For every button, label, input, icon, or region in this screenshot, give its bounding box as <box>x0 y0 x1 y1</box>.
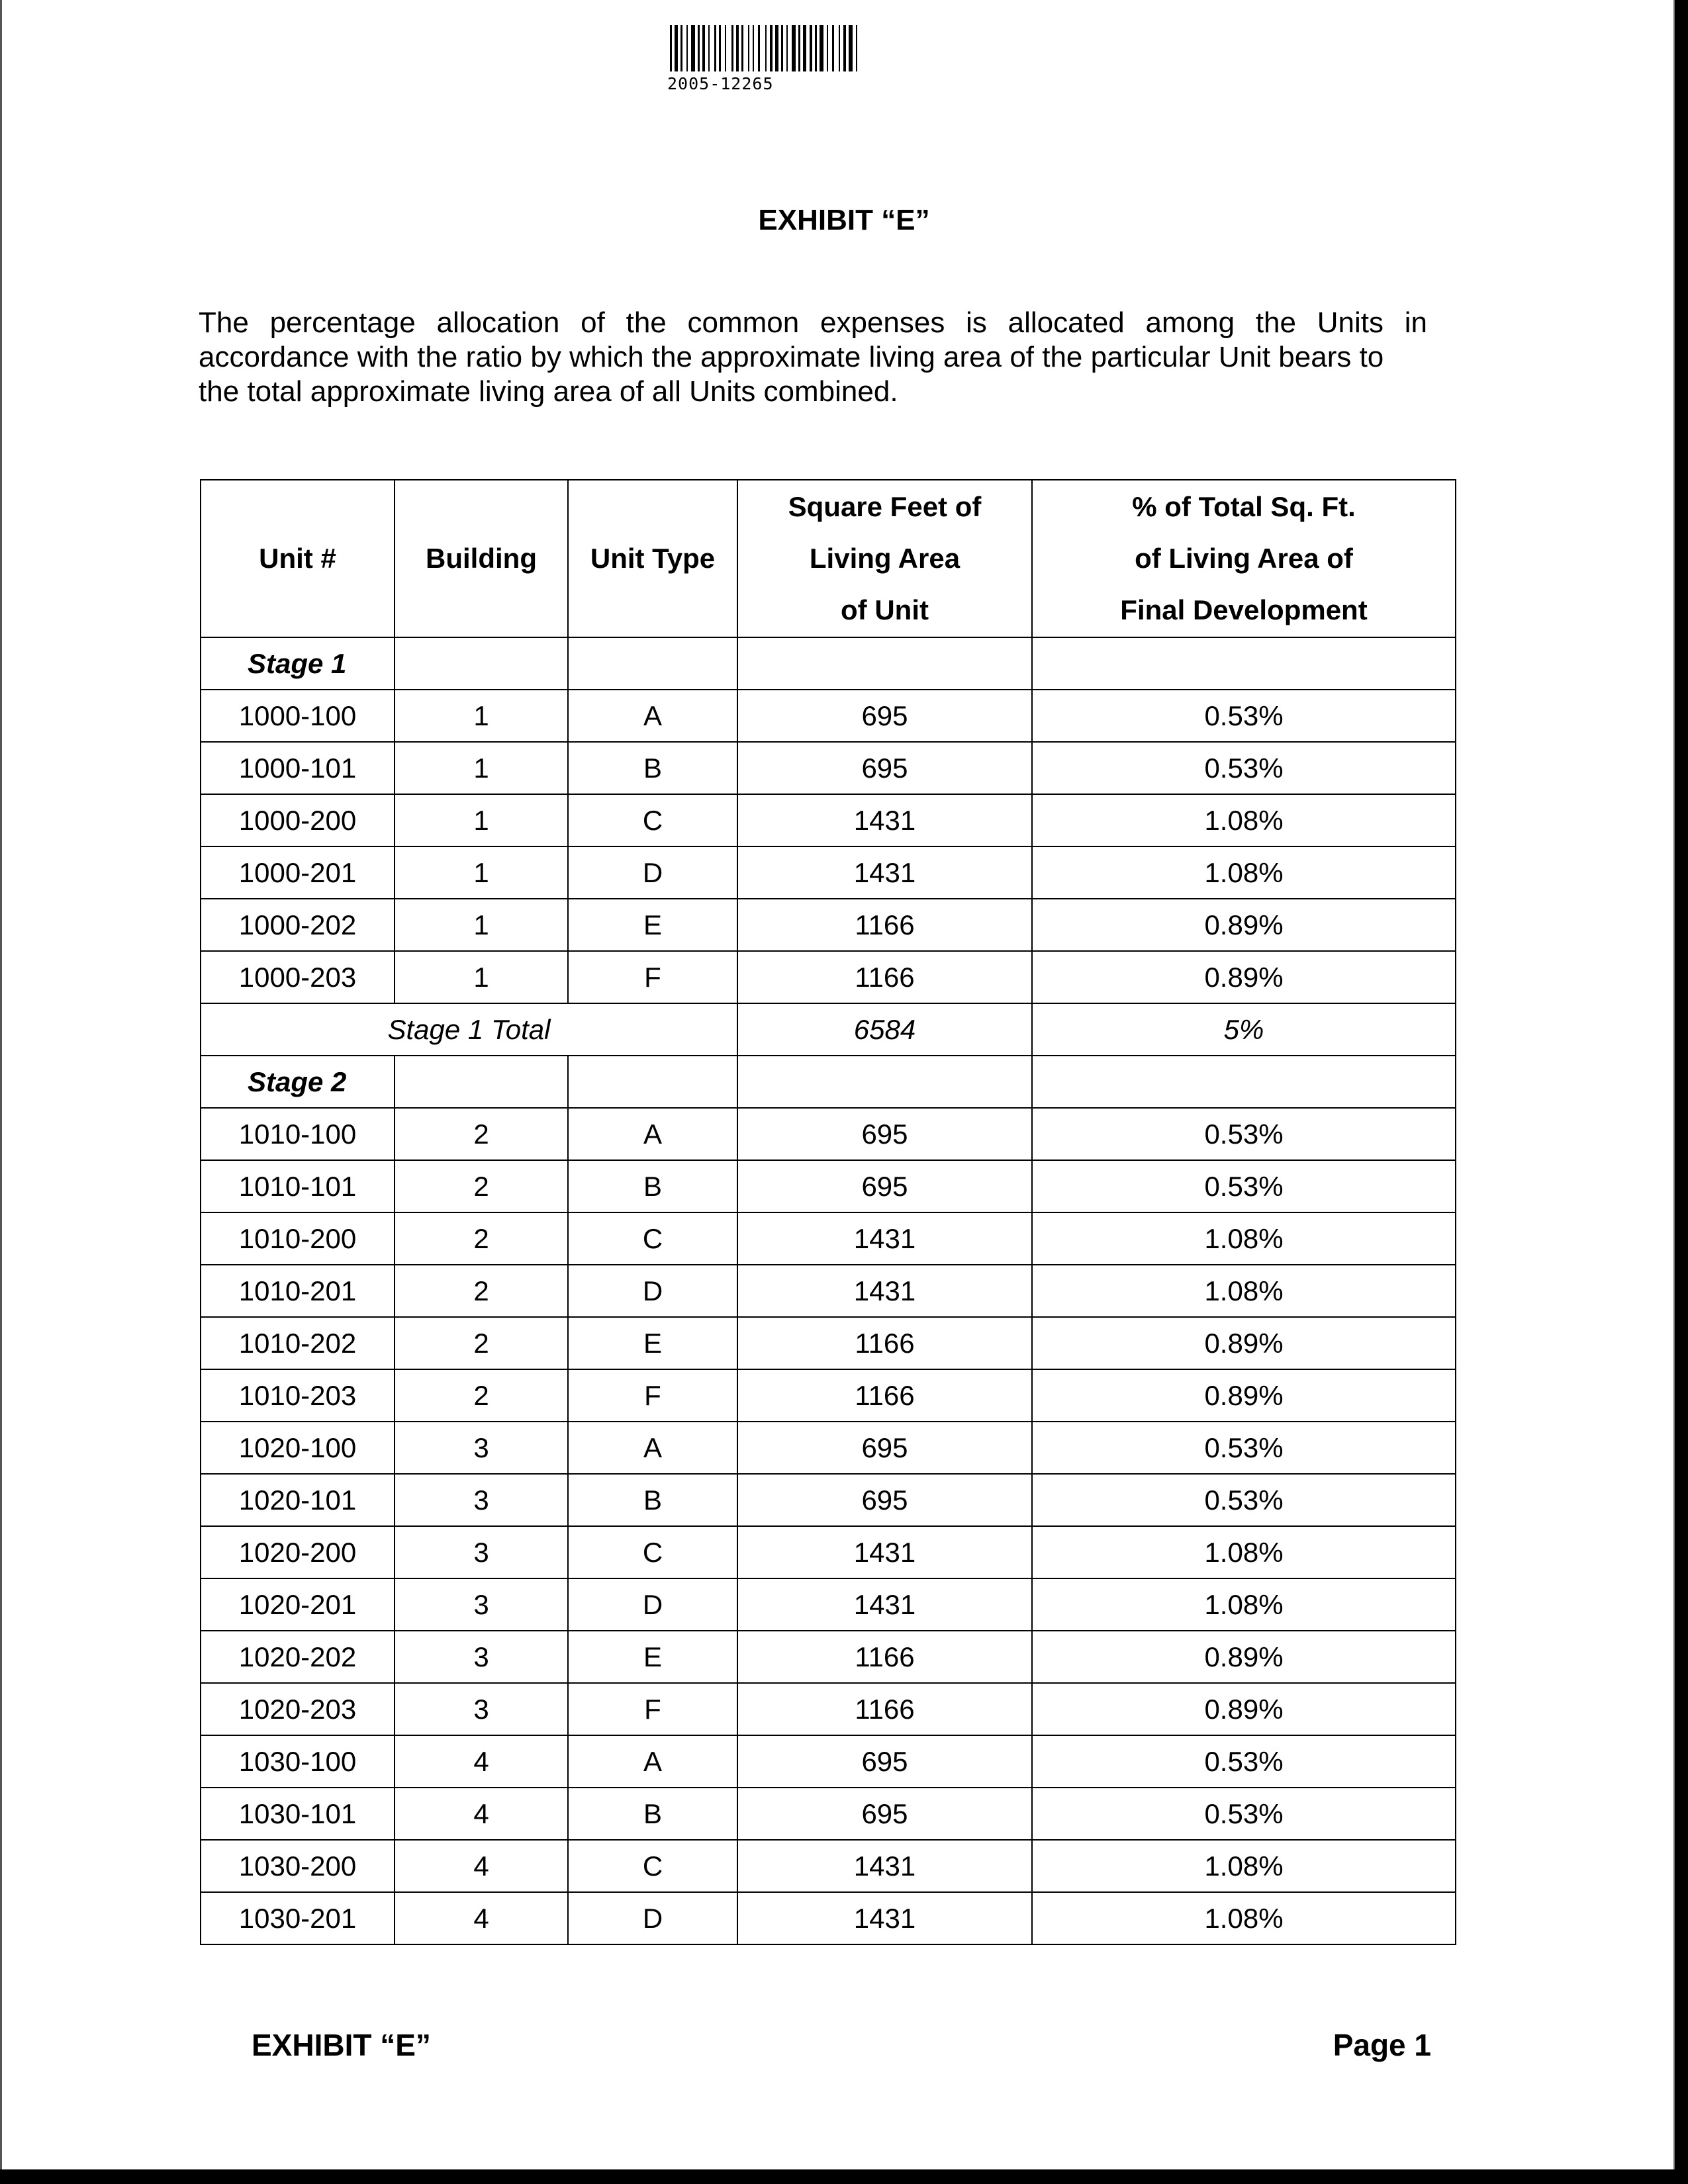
unit-cell: 1020-203 <box>201 1683 395 1735</box>
percent-cell: 1.08% <box>1032 1526 1456 1578</box>
intro-line-3: the total approximate living area of all Units combined. <box>199 375 898 408</box>
percent-cell: 0.53% <box>1032 690 1456 742</box>
unit-cell: 1030-101 <box>201 1788 395 1840</box>
barcode-bar <box>736 25 739 71</box>
barcode-bar <box>708 25 710 71</box>
building-cell: 3 <box>395 1422 568 1474</box>
sqft-cell: 695 <box>737 1788 1032 1840</box>
building-cell: 1 <box>395 846 568 899</box>
table-row <box>201 1369 1456 1422</box>
header-building: Building <box>395 480 568 637</box>
barcode-bar <box>803 25 806 71</box>
table-row <box>201 1422 1456 1474</box>
page-title: EXHIBIT “E” <box>758 204 930 236</box>
barcode-bar <box>849 25 853 71</box>
table-row <box>201 951 1456 1003</box>
empty-cell <box>395 1056 568 1108</box>
percent-cell: 0.89% <box>1032 1683 1456 1735</box>
percent-cell: 0.53% <box>1032 1108 1456 1160</box>
barcode-bar <box>731 25 733 71</box>
unit-cell: 1010-200 <box>201 1212 395 1265</box>
building-cell: 3 <box>395 1474 568 1526</box>
barcode-bar <box>786 25 788 71</box>
barcode-bar <box>698 25 700 71</box>
building-cell: 1 <box>395 742 568 794</box>
sqft-cell: 695 <box>737 1422 1032 1474</box>
building-cell: 2 <box>395 1160 568 1212</box>
scan-edge-left <box>0 0 2 2184</box>
empty-cell <box>395 637 568 690</box>
sqft-cell: 1431 <box>737 1265 1032 1317</box>
unit-cell: 1020-202 <box>201 1631 395 1683</box>
header-pct-line-2: of Living Area of <box>1135 543 1353 574</box>
table-row <box>201 690 1456 742</box>
empty-cell <box>568 1056 737 1108</box>
barcode-bar <box>832 25 834 71</box>
table-row <box>201 1108 1456 1160</box>
barcode-bar <box>792 25 796 71</box>
sqft-cell: 1166 <box>737 899 1032 951</box>
sqft-cell: 1166 <box>737 1369 1032 1422</box>
header-sqft-line-3: of Unit <box>841 594 929 625</box>
percent-cell: 0.53% <box>1032 1788 1456 1840</box>
barcode-bar <box>839 25 840 71</box>
stage-total-label: Stage 1 Total <box>201 1003 737 1056</box>
empty-cell <box>737 1056 1032 1108</box>
unit-type-cell: B <box>568 1474 737 1526</box>
scan-edge-bottom <box>0 2169 1688 2184</box>
building-cell: 3 <box>395 1631 568 1683</box>
stage-total-sqft: 6584 <box>737 1003 1032 1056</box>
building-cell: 3 <box>395 1526 568 1578</box>
header-unit-type: Unit Type <box>568 480 737 637</box>
unit-type-cell: C <box>568 1212 737 1265</box>
barcode-bar <box>702 25 705 71</box>
barcode-bar <box>815 25 817 71</box>
building-cell: 4 <box>395 1892 568 1944</box>
unit-type-cell: E <box>568 1317 737 1369</box>
table-row <box>201 742 1456 794</box>
unit-type-cell: A <box>568 1108 737 1160</box>
percent-cell: 0.53% <box>1032 1735 1456 1788</box>
sqft-cell: 695 <box>737 1735 1032 1788</box>
barcode-bar <box>675 25 678 71</box>
unit-cell: 1000-200 <box>201 794 395 846</box>
table-row <box>201 1631 1456 1683</box>
sqft-cell: 695 <box>737 1108 1032 1160</box>
table-row <box>201 899 1456 951</box>
header-unit: Unit # <box>201 480 395 637</box>
unit-cell: 1020-100 <box>201 1422 395 1474</box>
table-row <box>201 1160 1456 1212</box>
building-cell: 1 <box>395 899 568 951</box>
barcode-bar <box>686 25 688 71</box>
table-row <box>201 1735 1456 1788</box>
table-row <box>201 1683 1456 1735</box>
table-row <box>201 1840 1456 1892</box>
table-row <box>201 1892 1456 1944</box>
sqft-cell: 1431 <box>737 846 1032 899</box>
building-cell: 4 <box>395 1840 568 1892</box>
unit-type-cell: D <box>568 1892 737 1944</box>
unit-cell: 1020-201 <box>201 1578 395 1631</box>
table-row <box>201 1474 1456 1526</box>
allocation-table <box>200 479 1456 1945</box>
unit-type-cell: B <box>568 1788 737 1840</box>
stage-total-row <box>201 1003 1456 1056</box>
unit-cell: 1010-203 <box>201 1369 395 1422</box>
sqft-cell: 1166 <box>737 951 1032 1003</box>
unit-type-cell: D <box>568 1578 737 1631</box>
unit-type-cell: F <box>568 1369 737 1422</box>
sqft-cell: 1166 <box>737 1317 1032 1369</box>
unit-cell: 1000-100 <box>201 690 395 742</box>
header-square-feet <box>737 480 1032 637</box>
header-sqft-line-1: Square Feet of <box>788 491 982 522</box>
table-row <box>201 846 1456 899</box>
barcode-bar <box>680 25 682 71</box>
percent-cell: 1.08% <box>1032 1212 1456 1265</box>
barcode-bar <box>810 25 812 71</box>
barcode-bar <box>719 25 721 71</box>
unit-type-cell: B <box>568 1160 737 1212</box>
barcode-bar <box>775 25 778 71</box>
table-row <box>201 1265 1456 1317</box>
percent-cell: 1.08% <box>1032 846 1456 899</box>
percent-cell: 1.08% <box>1032 1892 1456 1944</box>
barcode-number: 2005-12265 <box>667 74 774 93</box>
unit-cell: 1000-201 <box>201 846 395 899</box>
stage-label: Stage 2 <box>201 1056 395 1108</box>
percent-cell: 1.08% <box>1032 794 1456 846</box>
building-cell: 2 <box>395 1212 568 1265</box>
unit-type-cell: B <box>568 742 737 794</box>
barcode-bar <box>856 25 857 71</box>
unit-type-cell: C <box>568 1526 737 1578</box>
building-cell: 2 <box>395 1108 568 1160</box>
barcode-bar <box>758 25 760 71</box>
building-cell: 1 <box>395 690 568 742</box>
sqft-cell: 1166 <box>737 1683 1032 1735</box>
table-row <box>201 1317 1456 1369</box>
unit-cell: 1030-100 <box>201 1735 395 1788</box>
building-cell: 2 <box>395 1317 568 1369</box>
percent-cell: 0.89% <box>1032 899 1456 951</box>
building-cell: 4 <box>395 1788 568 1840</box>
barcode-bar <box>770 25 773 71</box>
empty-cell <box>1032 1056 1456 1108</box>
percent-cell: 1.08% <box>1032 1840 1456 1892</box>
unit-type-cell: C <box>568 1840 737 1892</box>
building-cell: 1 <box>395 951 568 1003</box>
unit-cell: 1010-101 <box>201 1160 395 1212</box>
sqft-cell: 695 <box>737 1474 1032 1526</box>
stage-total-percent: 5% <box>1032 1003 1456 1056</box>
percent-cell: 0.53% <box>1032 742 1456 794</box>
intro-line-2: accordance with the ratio by which the approximate living area of the particular Unit bears to <box>199 341 1384 373</box>
header-pct-line-1: % of Total Sq. Ft. <box>1132 491 1356 522</box>
building-cell: 3 <box>395 1578 568 1631</box>
unit-type-cell: A <box>568 1735 737 1788</box>
empty-cell <box>1032 637 1456 690</box>
barcode-bar <box>753 25 754 71</box>
empty-cell <box>737 637 1032 690</box>
sqft-cell: 695 <box>737 690 1032 742</box>
percent-cell: 0.53% <box>1032 1422 1456 1474</box>
unit-cell: 1030-200 <box>201 1840 395 1892</box>
unit-type-cell: A <box>568 690 737 742</box>
barcode-bar <box>781 25 783 71</box>
sqft-cell: 1431 <box>737 1840 1032 1892</box>
unit-cell: 1000-202 <box>201 899 395 951</box>
table-header-row <box>201 480 1456 637</box>
unit-cell: 1010-202 <box>201 1317 395 1369</box>
intro-paragraph <box>199 306 1427 409</box>
table-row <box>201 1788 1456 1840</box>
building-cell: 2 <box>395 1369 568 1422</box>
header-pct-line-3: Final Development <box>1120 594 1368 625</box>
barcode-bar <box>741 25 743 71</box>
sqft-cell: 1431 <box>737 1892 1032 1944</box>
intro-line-1: The percentage allocation of the common expenses is allocated among the Units in <box>199 306 1427 339</box>
sqft-cell: 1431 <box>737 1526 1032 1578</box>
building-cell: 2 <box>395 1265 568 1317</box>
percent-cell: 1.08% <box>1032 1265 1456 1317</box>
unit-cell: 1010-100 <box>201 1108 395 1160</box>
unit-type-cell: E <box>568 1631 737 1683</box>
unit-type-cell: D <box>568 1265 737 1317</box>
footer-page-number: Page 1 <box>1333 2028 1431 2062</box>
barcode-bar <box>820 25 823 71</box>
unit-type-cell: D <box>568 846 737 899</box>
unit-cell: 1020-200 <box>201 1526 395 1578</box>
percent-cell: 0.89% <box>1032 1631 1456 1683</box>
barcode-bar <box>748 25 749 71</box>
percent-cell: 0.53% <box>1032 1474 1456 1526</box>
barcode-bar <box>725 25 726 71</box>
table-row <box>201 1526 1456 1578</box>
unit-cell: 1020-101 <box>201 1474 395 1526</box>
table-row <box>201 1212 1456 1265</box>
unit-cell: 1000-203 <box>201 951 395 1003</box>
unit-cell: 1030-201 <box>201 1892 395 1944</box>
unit-type-cell: F <box>568 951 737 1003</box>
percent-cell: 0.89% <box>1032 951 1456 1003</box>
sqft-cell: 695 <box>737 1160 1032 1212</box>
table-row <box>201 794 1456 846</box>
stage-label: Stage 1 <box>201 637 395 690</box>
unit-type-cell: F <box>568 1683 737 1735</box>
unit-cell: 1010-201 <box>201 1265 395 1317</box>
sqft-cell: 695 <box>737 742 1032 794</box>
sqft-cell: 1431 <box>737 1212 1032 1265</box>
barcode-bar <box>714 25 716 71</box>
unit-type-cell: E <box>568 899 737 951</box>
scan-edge-right <box>1675 0 1688 2184</box>
barcode-bar <box>827 25 828 71</box>
header-percent-total <box>1032 480 1456 637</box>
percent-cell: 1.08% <box>1032 1578 1456 1631</box>
barcode-bar <box>765 25 767 71</box>
header-sqft-line-2: Living Area <box>809 543 961 574</box>
sqft-cell: 1431 <box>737 1578 1032 1631</box>
barcode-bar <box>670 25 672 71</box>
barcode-bar <box>798 25 800 71</box>
footer-exhibit-label: EXHIBIT “E” <box>252 2028 431 2062</box>
percent-cell: 0.89% <box>1032 1369 1456 1422</box>
building-cell: 4 <box>395 1735 568 1788</box>
building-cell: 3 <box>395 1683 568 1735</box>
unit-cell: 1000-101 <box>201 742 395 794</box>
table-row <box>201 1578 1456 1631</box>
stage-header-row <box>201 1056 1456 1108</box>
sqft-cell: 1431 <box>737 794 1032 846</box>
percent-cell: 0.53% <box>1032 1160 1456 1212</box>
stage-header-row <box>201 637 1456 690</box>
barcode-bar <box>843 25 846 71</box>
empty-cell <box>568 637 737 690</box>
unit-type-cell: A <box>568 1422 737 1474</box>
sqft-cell: 1166 <box>737 1631 1032 1683</box>
barcode-bar <box>691 25 695 71</box>
building-cell: 1 <box>395 794 568 846</box>
percent-cell: 0.89% <box>1032 1317 1456 1369</box>
unit-type-cell: C <box>568 794 737 846</box>
